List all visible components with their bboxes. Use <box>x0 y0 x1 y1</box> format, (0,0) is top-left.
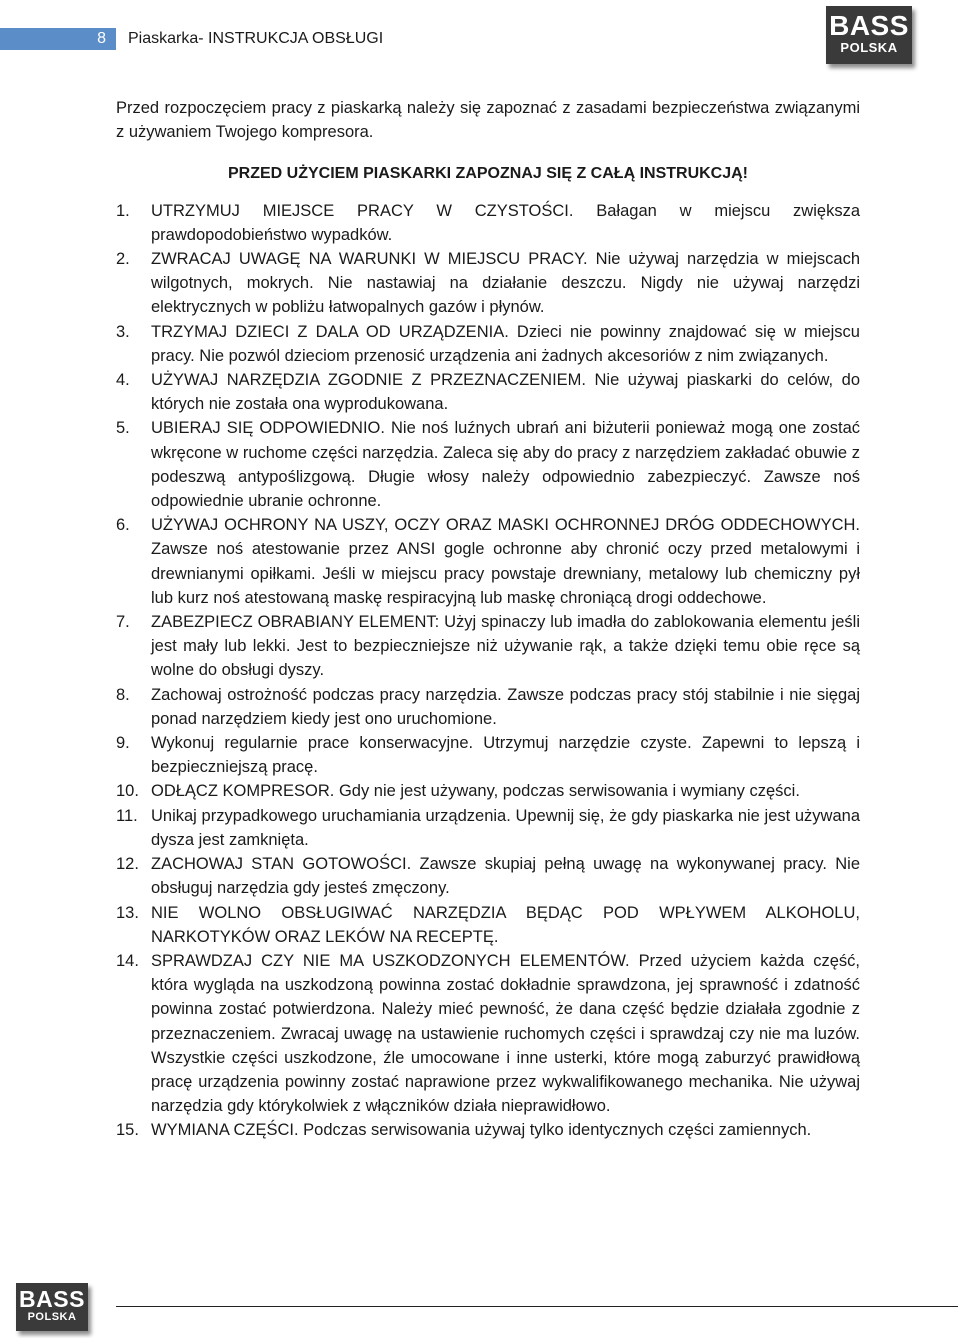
item-number: 9. <box>116 734 130 753</box>
safety-rules-list <box>116 199 860 1143</box>
list-item <box>116 513 860 610</box>
logo-line-2: POLSKA <box>27 1311 77 1323</box>
list-item <box>116 368 860 416</box>
item-text: UŻYWAJ OCHRONY NA USZY, OCZY ORAZ MASKI OCHRONNEJ DRÓG ODDECHOWYCH. Zawsze noś atestowanie przez ANSI gogle ochronne aby chronić oczy przed metalowymi i drewnianymi opiłkami. Jeśli w miejscu pracy powstaje drewniany, metalowy lub chemiczny pył lub kurz noś atestowaną maskę respiracyjną lub maskę chroniącą drogi oddechowe. <box>151 516 860 607</box>
item-text: ZACHOWAJ STAN GOTOWOŚCI. Zawsze skupiaj pełną uwagę na wykonywanej pracy. Nie obsługuj narzędzia gdy jesteś zmęczony. <box>151 855 860 898</box>
list-item <box>116 199 860 247</box>
page-title: Piaskarka- INSTRUKCJA OBSŁUGI <box>128 30 384 47</box>
list-item <box>116 610 860 683</box>
item-number: 3. <box>116 322 130 341</box>
item-number: 6. <box>116 516 130 535</box>
warning-heading: PRZED UŻYCIEM PIASKARKI ZAPOZNAJ SIĘ Z CAŁĄ INSTRUKCJĄ! <box>227 165 749 183</box>
item-text: UTRZYMUJ MIEJSCE PRACY W CZYSTOŚCI. Bałagan w miejscu zwiększa prawdopodobieństwo wypadków. <box>151 201 860 244</box>
item-number: 8. <box>116 685 130 704</box>
item-number: 15. <box>116 1121 139 1140</box>
list-item <box>116 416 860 513</box>
item-number: 14. <box>116 951 139 970</box>
item-text: NIE WOLNO OBSŁUGIWAĆ NARZĘDZIA BĘDĄC POD WPŁYWEM ALKOHOLU, NARKOTYKÓW ORAZ LEKÓW NA RECEPTĘ. <box>151 903 860 946</box>
logo-line-1: BASS <box>829 10 909 41</box>
item-number: 5. <box>116 419 130 438</box>
list-item <box>116 247 860 320</box>
list-item <box>116 901 860 949</box>
item-number: 1. <box>116 201 130 220</box>
list-item <box>116 320 860 368</box>
item-text: ZABEZPIECZ OBRABIANY ELEMENT: Użyj spinaczy lub imadła do zablokowania elementu jeśli jest mały lub lekki. Jest to bezpieczniejsze niż używanie rąk, a także dzięki temu obie ręce są wolne do obsługi dyszy. <box>151 613 860 680</box>
list-item <box>116 1118 860 1142</box>
item-number: 7. <box>116 613 130 632</box>
document-body <box>116 96 860 1143</box>
item-number: 10. <box>116 782 139 801</box>
logo-line-2: POLSKA <box>840 40 898 55</box>
item-number: 13. <box>116 903 139 922</box>
item-number: 2. <box>116 250 130 269</box>
item-text: Wykonuj regularnie prace konserwacyjne. Utrzymuj narzędzie czyste. Zapewni to lepszą i bezpieczniejszą pracę. <box>151 734 860 777</box>
footer-divider <box>116 1306 958 1307</box>
item-text: WYMIANA CZĘŚCI. Podczas serwisowania używaj tylko identycznych części zamiennych. <box>151 1121 812 1140</box>
item-text: Zachowaj ostrożność podczas pracy narzędzia. Zawsze podczas pracy stój stabilnie i nie sięgaj ponad narzędziem kiedy jest ono uruchomione. <box>151 685 860 728</box>
footer-bass-polska-logo <box>16 1283 88 1331</box>
item-number: 11. <box>116 806 138 825</box>
intro-paragraph: Przed rozpoczęciem pracy z piaskarką należy się zapoznać z zasadami bezpieczeństwa związanymi z używaniem Twojego kompresora. <box>116 99 860 142</box>
list-item <box>116 683 860 731</box>
item-number: 4. <box>116 371 130 390</box>
item-text: TRZYMAJ DZIECI Z DALA OD URZĄDZENIA. Dzieci nie powinny znajdować się w miejscu pracy. Nie pozwól dzieciom przenosić urządzenia ani żadnych akcesoriów z nim związanych. <box>151 322 860 365</box>
bass-polska-logo <box>826 6 912 64</box>
logo-line-1: BASS <box>19 1286 85 1312</box>
list-item <box>116 731 860 779</box>
item-text: SPRAWDZAJ CZY NIE MA USZKODZONYCH ELEMENTÓW. Przed użyciem każda część, która wygląda na uszkodzoną powinna zostać dokładnie sprawdzona, jej sprawność i zdatność powinna zostać potwierdzona. Należy mieć pewność, że dana część będzie działała zgodnie z przeznaczeniem. Zwracaj uwagę na ustawienie ruchomych części i sprawdzaj czy nie ma luzów. Wszystkie części uszkodzone, źle umocowane i inne usterki, które mogą zaburzyć prawidłową pracę urządzenia powinny zostać naprawione przez wykwalifikowanego mechanika. Nie używaj narzędzia gdy którykolwiek z włączników działa nieprawidłowo. <box>151 951 860 1116</box>
item-number: 12. <box>116 855 139 874</box>
item-text: Unikaj przypadkowego uruchamiania urządzenia. Upewnij się, że gdy piaskarka nie jest używana dysza jest zamknięta. <box>151 806 860 849</box>
item-text: UBIERAJ SIĘ ODPOWIEDNIO. Nie noś luźnych ubrań ani biżuterii ponieważ mogą one zostać wkręcone w ruchome części narzędzia. Zaleca się aby do pracy z narzędziem zakładać obuwie z podeszwą antypoślizgową. Długie włosy należy odpowiednio zabezpieczyć. Zawsze noś odpowiednie ubranie ochronne. <box>151 419 860 511</box>
list-item <box>116 804 860 852</box>
list-item <box>116 949 860 1118</box>
page-number: 8 <box>97 30 106 47</box>
item-text: UŻYWAJ NARZĘDZIA ZGODNIE Z PRZEZNACZENIEM. Nie używaj piaskarki do celów, do których nie została ona wyprodukowana. <box>151 371 860 414</box>
item-text: ODŁĄCZ KOMPRESOR. Gdy nie jest używany, podczas serwisowania i wymiany części. <box>151 782 800 801</box>
list-item <box>116 852 860 900</box>
list-item <box>116 779 860 803</box>
item-text: ZWRACAJ UWAGĘ NA WARUNKI W MIEJSCU PRACY. Nie używaj narzędzia w miejscach wilgotnych, mokrych. Nie nastawiaj na działanie deszczu. Nigdy nie używaj narzędzi elektrycznych w pobliżu łatwopalnych gazów i płynów. <box>151 250 860 317</box>
